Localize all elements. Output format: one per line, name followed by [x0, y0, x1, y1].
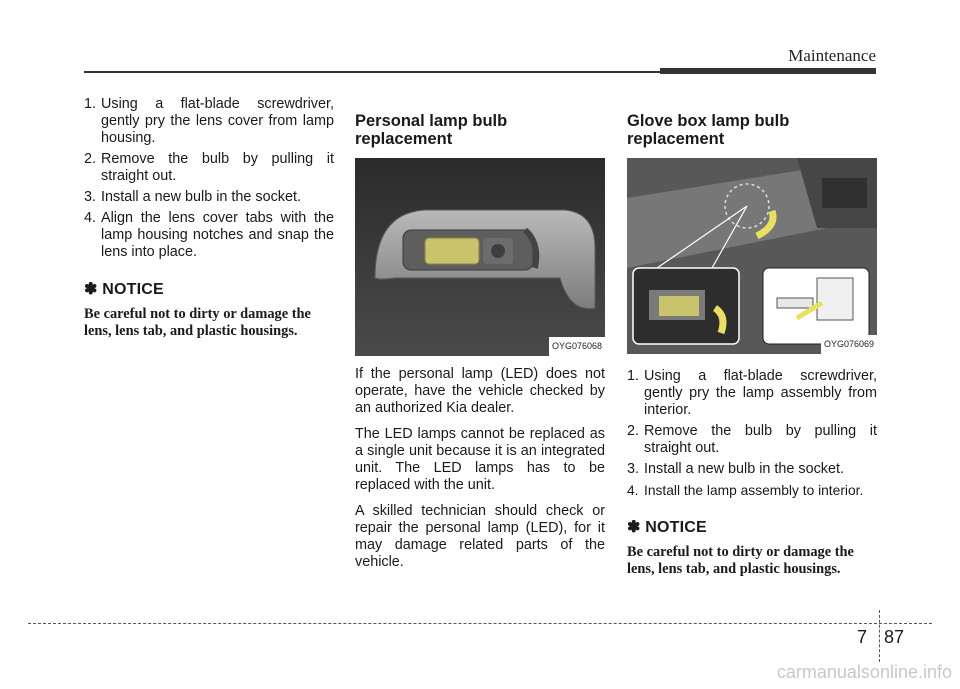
step-number: 1.	[84, 96, 97, 112]
step-text: Remove the bulb by pulling it straight out.	[101, 151, 334, 184]
step-text: Install a new bulb in the socket.	[644, 461, 844, 477]
list-item	[627, 482, 877, 499]
paragraph: The LED lamps cannot be replaced as a single unit because it is an integrated unit. The LED lamps has to be replaced with the unit.	[355, 426, 605, 493]
step-number: 4.	[627, 483, 639, 498]
step-number: 2.	[627, 423, 640, 439]
watermark: carmanualsonline.info	[776, 662, 952, 682]
section-title-personal-lamp: Personal lamp bulb replacement	[355, 112, 508, 148]
paragraph: A skilled technician should check or repair the personal lamp (LED), for it may damage related parts of the vehicle.	[355, 503, 605, 570]
notice-title: ✽ NOTICE	[84, 281, 164, 298]
notice-title: ✽ NOTICE	[627, 519, 707, 536]
glove-box-lamp-illustration	[627, 158, 877, 354]
column-3	[627, 96, 877, 577]
step-number: 1.	[627, 368, 640, 384]
list-item	[627, 368, 877, 419]
personal-lamp-illustration	[355, 158, 605, 356]
footer-rule	[28, 623, 932, 624]
list-item	[84, 151, 334, 185]
notice-body: Be careful not to dirty or damage the lens, lens tab, and plastic housings.	[627, 544, 854, 577]
list-item	[84, 189, 334, 206]
list-item	[84, 210, 334, 261]
step-text: Remove the bulb by pulling it straight out.	[644, 423, 877, 456]
chapter-number: 7	[857, 627, 868, 647]
page-number-divider	[879, 610, 880, 662]
step-number: 3.	[627, 461, 640, 477]
step-text: Align the lens cover tabs with the lamp housing notches and snap the lens into place.	[101, 210, 334, 260]
figure-code: OYG076068	[549, 337, 605, 356]
step-text: Using a flat-blade screwdriver, gently pry the lens cover from lamp housing.	[101, 96, 334, 146]
list-item	[627, 461, 877, 478]
page-header-title: Maintenance	[788, 46, 876, 65]
column-2	[355, 96, 605, 580]
header-rule-thick	[660, 68, 876, 74]
step-text: Install the lamp assembly to interior.	[644, 483, 864, 498]
glove-box-steps	[627, 368, 877, 499]
step-text: Using a flat-blade screwdriver, gently pry the lamp assembly from interior.	[644, 368, 877, 418]
section-title-glove-box-lamp: Glove box lamp bulb replacement	[627, 112, 790, 148]
paragraph: If the personal lamp (LED) does not operate, have the vehicle checked by an authorized Kia dealer.	[355, 366, 605, 416]
step-number: 2.	[84, 151, 97, 167]
notice-body: Be careful not to dirty or damage the lens, lens tab, and plastic housings.	[84, 306, 311, 339]
step-text: Install a new bulb in the socket.	[101, 189, 301, 205]
lens-cover-steps	[84, 96, 334, 261]
step-number: 4.	[84, 210, 97, 226]
list-item	[84, 96, 334, 147]
column-1	[84, 96, 334, 339]
step-number: 3.	[84, 189, 97, 205]
header-rule	[84, 71, 660, 73]
page-number: 87	[884, 627, 905, 647]
figure-code: OYG076069	[821, 335, 877, 354]
list-item	[627, 423, 877, 457]
glove-box-lamp-figure	[627, 158, 877, 354]
personal-lamp-figure	[355, 158, 605, 356]
